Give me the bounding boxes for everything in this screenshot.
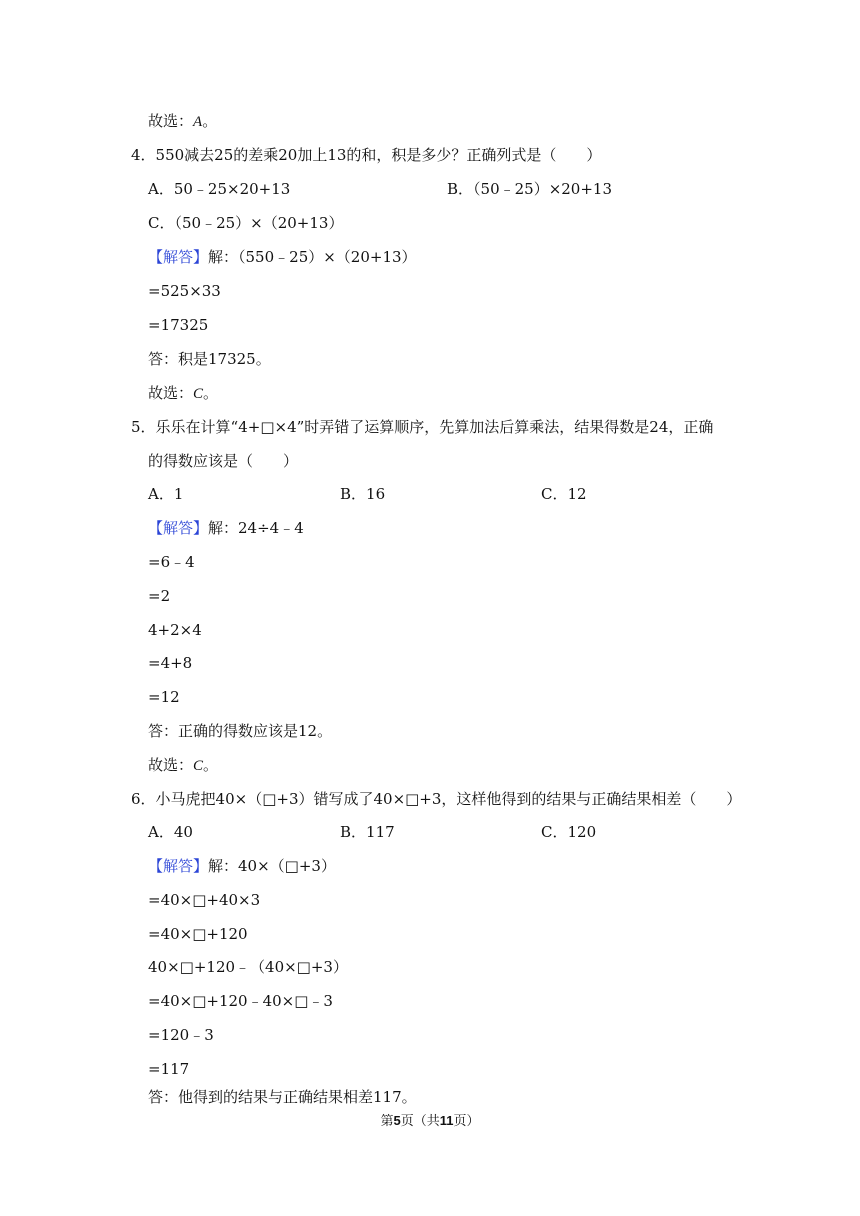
q5-answer-tag: 【解答】 — [148, 519, 209, 537]
q4-conclusion: 答：积是17325。 — [148, 350, 271, 368]
q6-text: 6．小马虎把40×（□+3）错写成了40×□+3，这样他得到的结果与正确结果相差（ ） — [131, 790, 742, 808]
q5-step: 4+2×4 — [148, 621, 202, 639]
q5-step: =6﹣4 — [148, 553, 195, 571]
q6-option-c: C．120 — [541, 823, 597, 841]
q4-step: =525×33 — [148, 282, 221, 300]
q4-text: 4．550减去25的差乘20加上13的和，积是多少？正确列式是（ ） — [131, 146, 602, 164]
q6-step: =117 — [148, 1060, 190, 1078]
q6-conclusion: 答：他得到的结果与正确结果相差117。 — [148, 1088, 417, 1106]
q6-answer-line: 【解答】解：40×（□+3） — [148, 857, 336, 875]
q5-step: =2 — [148, 587, 171, 605]
q5-answer-line: 【解答】解：24÷4﹣4 — [148, 519, 304, 537]
q6-step: =40×□+120 — [148, 925, 248, 943]
prev-choose-line: 故选：A。 — [148, 112, 218, 130]
q5-choose-line: 故选：C。 — [148, 756, 219, 774]
q4-choose-line: 故选：C。 — [148, 384, 219, 402]
q4-step: =17325 — [148, 316, 209, 334]
q5-option-b: B．16 — [340, 485, 386, 503]
q5-step: =4+8 — [148, 654, 193, 672]
q6-option-b: B．117 — [340, 823, 395, 841]
total-pages: 11 — [439, 1113, 454, 1128]
q6-step: =40×□+40×3 — [148, 891, 261, 909]
q5-text-line2: 的得数应该是（ ） — [148, 452, 299, 470]
q6-step: =40×□+120﹣40×□﹣3 — [148, 992, 333, 1010]
q5-option-c: C．12 — [541, 485, 587, 503]
q5-text-line1: 5．乐乐在计算“4+□×4”时弄错了运算顺序，先算加法后算乘法，结果得数是24，正确 — [131, 418, 714, 436]
q5-conclusion: 答：正确的得数应该是12。 — [148, 722, 333, 740]
q6-answer-tag: 【解答】 — [148, 857, 209, 875]
q4-answer-tag: 【解答】 — [148, 248, 209, 266]
q4-option-a: A．50﹣25×20+13 — [148, 180, 291, 198]
page-footer: 第5页（共11页） — [380, 1113, 480, 1129]
q6-step: 40×□+120﹣（40×□+3） — [148, 958, 348, 976]
q5-step: =12 — [148, 688, 180, 706]
q4-answer-line: 【解答】解：（550﹣25）×（20+13） — [148, 248, 417, 266]
page-number: 5 — [393, 1113, 401, 1128]
q6-option-a: A．40 — [148, 823, 193, 841]
q5-option-a: A．1 — [148, 485, 184, 503]
q4-option-b: B．（50﹣25）×20+13 — [447, 180, 613, 198]
q4-option-c: C．（50﹣25）×（20+13） — [148, 214, 344, 232]
q6-step: =120﹣3 — [148, 1026, 214, 1044]
